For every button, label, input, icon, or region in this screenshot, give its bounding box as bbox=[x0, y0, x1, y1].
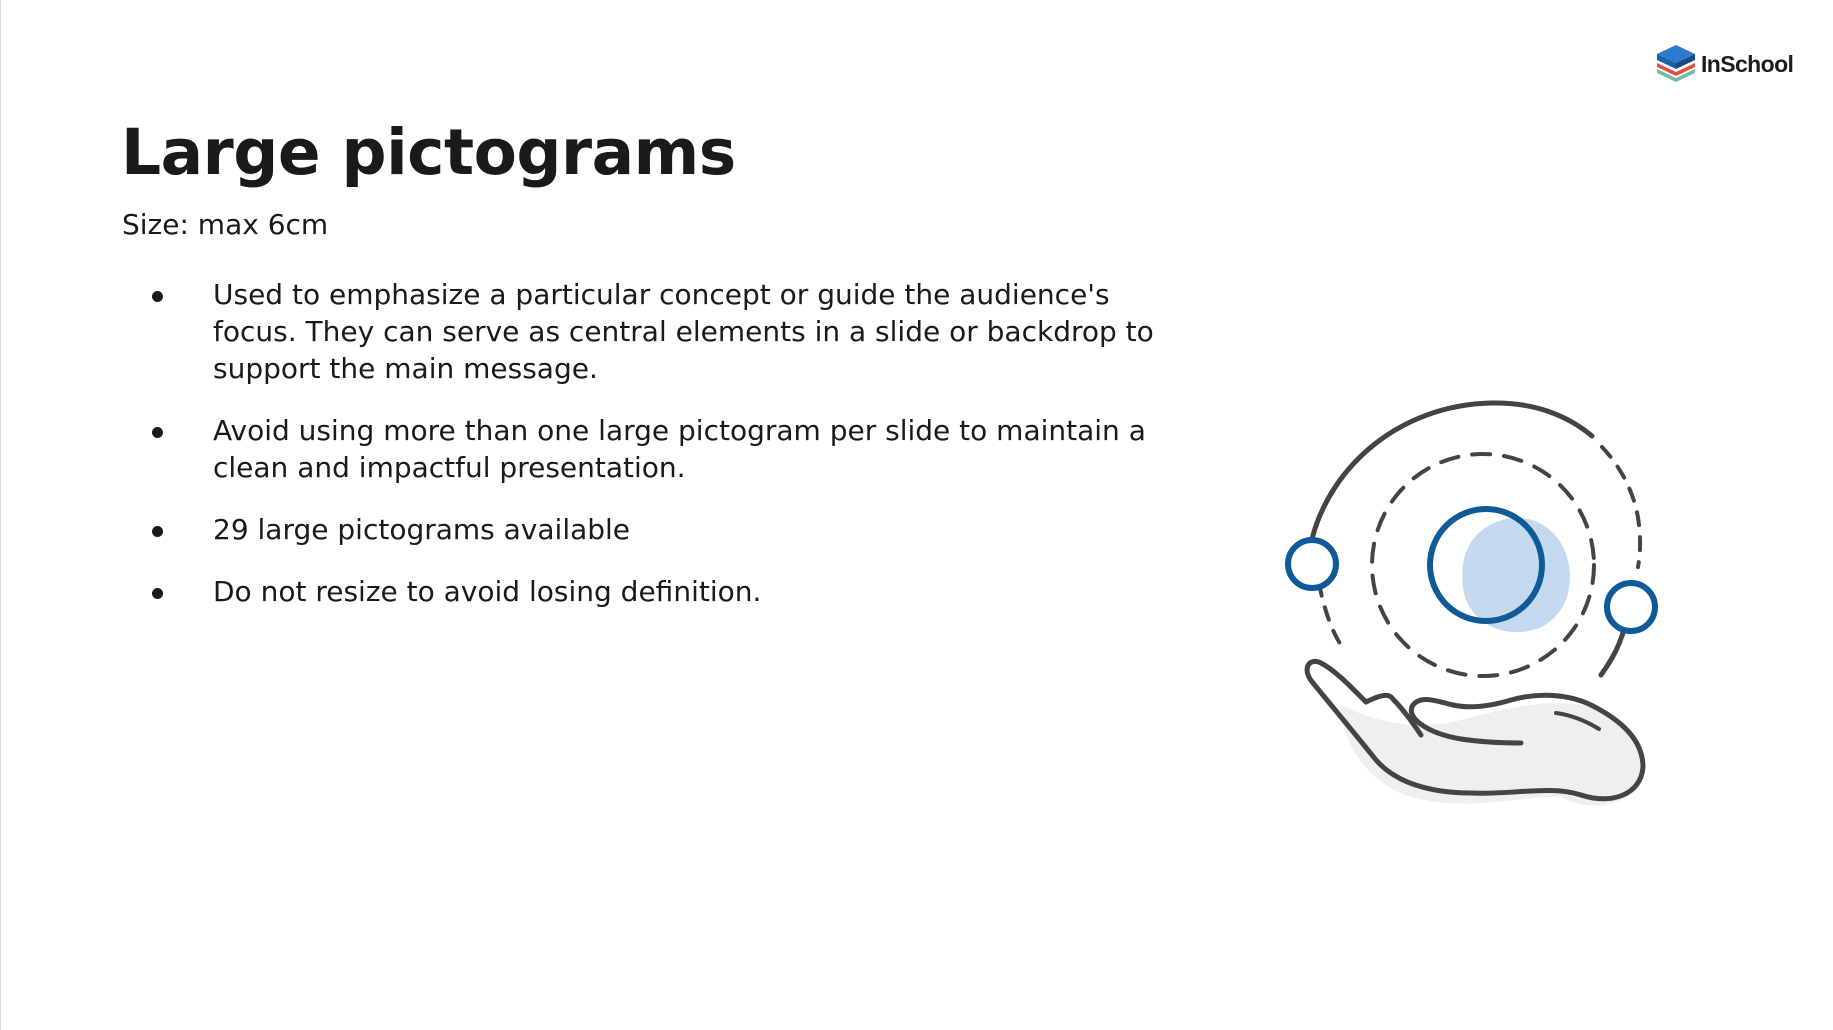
bullet-dot-icon bbox=[152, 291, 163, 302]
bullet-dot-icon bbox=[152, 588, 163, 599]
bullet-dot-icon bbox=[152, 526, 163, 537]
slide-title: Large pictograms bbox=[121, 116, 736, 189]
bullet-text: 29 large pictograms available bbox=[213, 513, 631, 546]
bullet-dot-icon bbox=[152, 427, 163, 438]
hand-holding-orbit-icon bbox=[1271, 395, 1711, 825]
bullet-item bbox=[146, 573, 1166, 610]
bullet-text: Used to emphasize a particular concept or guide the audience's focus. They can serve as central elements in a slide or backdrop to support the main message. bbox=[213, 278, 1154, 385]
bullet-item bbox=[146, 412, 1166, 486]
inschool-logo bbox=[1654, 42, 1793, 86]
layered-stack-logo-icon bbox=[1654, 42, 1698, 86]
bullet-text: Avoid using more than one large pictogram per slide to maintain a clean and impactful presentation. bbox=[213, 414, 1146, 484]
bullet-item bbox=[146, 276, 1166, 387]
logo-text: InSchool bbox=[1701, 50, 1794, 77]
bullet-item bbox=[146, 511, 1166, 548]
slide-subtitle: Size: max 6cm bbox=[122, 208, 329, 241]
bullet-list bbox=[146, 276, 1166, 635]
bullet-text: Do not resize to avoid losing definition. bbox=[213, 575, 762, 608]
